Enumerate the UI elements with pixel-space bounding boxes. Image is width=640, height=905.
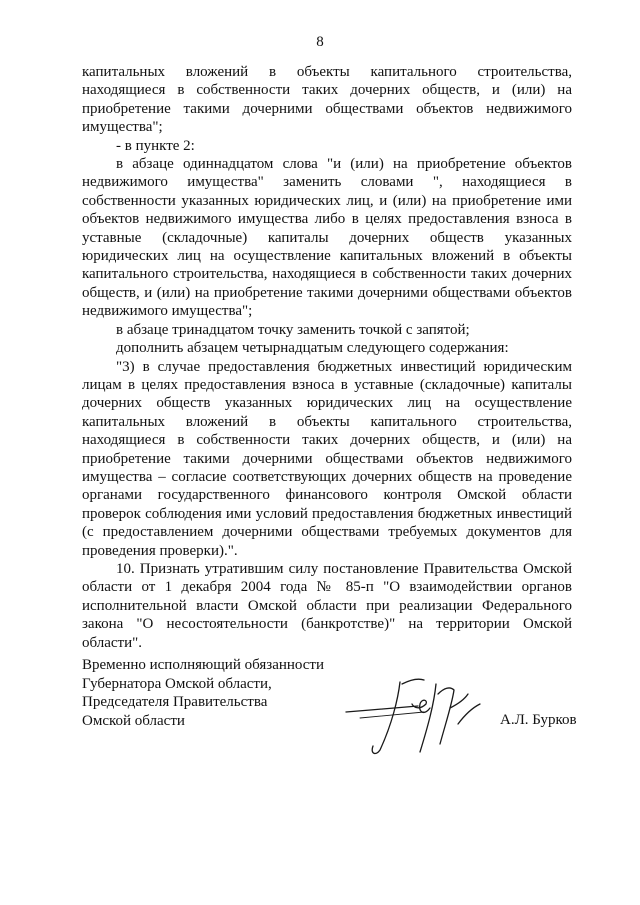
paragraph-amendment-13: в абзаце тринадцатом точку заменить точкой с запятой; bbox=[116, 321, 470, 338]
signatory-title-line: Председателя Правительства bbox=[82, 694, 268, 711]
paragraph-amendment-11: в абзаце одиннадцатом слова "и (или) на приобретение объектов недвижимого имущества" заменить словами ", находящиеся в собственности указанных юридических лиц, и (или) на приобретение ими объектов недвижимого имущества либо в целях предоставления взноса в уставные (складочные) капиталы дочерних обществ указанных юридических лиц на осуществление капитальных вложений в объекты капитального строительства, находящиеся в собственности таких дочерних обществ, и (или) на приобретение такими дочерними обществами объектов недвижимого имущества"; bbox=[82, 156, 572, 320]
paragraph-addition-14: дополнить абзацем четырнадцатым следующего содержания: bbox=[116, 340, 509, 357]
signatory-title-line: Омской области bbox=[82, 712, 185, 729]
paragraph-item-point-2: - в пункте 2: bbox=[116, 137, 195, 154]
signatory-title-line: Временно исполняющий обязанности bbox=[82, 657, 325, 673]
document-body bbox=[82, 63, 572, 652]
paragraph-quoted-clause-3: "3) в случае предоставления бюджетных инвестиций юридическим лицам в целях предоставления взноса в уставные (складочные) капиталы дочерних обществ указанных юридических лиц на осуществление капитальных вложений в объекты капитального строительства, находящиеся в собственности таких дочерних обществ, и (или) на приобретение такими дочерними обществами объектов недвижимого имущества – согласие соответствующих дочерних обществ на проведение органами государственного финансового контроля Омской области проверок соблюдения ими условий предоставления бюджетных инвестиций (с предоставлением дочерними обществами требуемых документов для проведения проверки).". bbox=[82, 358, 572, 559]
page-number: 8 bbox=[316, 34, 324, 50]
signatory-title bbox=[82, 656, 382, 730]
paragraph-continuation: капитальных вложений в объекты капитального строительства, находящиеся в собственности таких дочерних обществ, и (или) на приобретение такими дочерними обществами объектов недвижимого имущества"; bbox=[82, 64, 572, 136]
handwritten-signature bbox=[340, 664, 490, 764]
signatory-name: А.Л. Бурков bbox=[500, 712, 577, 728]
signatory-title-line: Губернатора Омской области, bbox=[82, 675, 272, 692]
paragraph-point-10: 10. Признать утратившим силу постановление Правительства Омской области от 1 декабря 2004 года № 85-п "О взаимодействии органов исполнительной власти Омской области при реализации Федерального закона "О несостоятельности (банкротстве)" на территории Омской области". bbox=[82, 560, 572, 651]
